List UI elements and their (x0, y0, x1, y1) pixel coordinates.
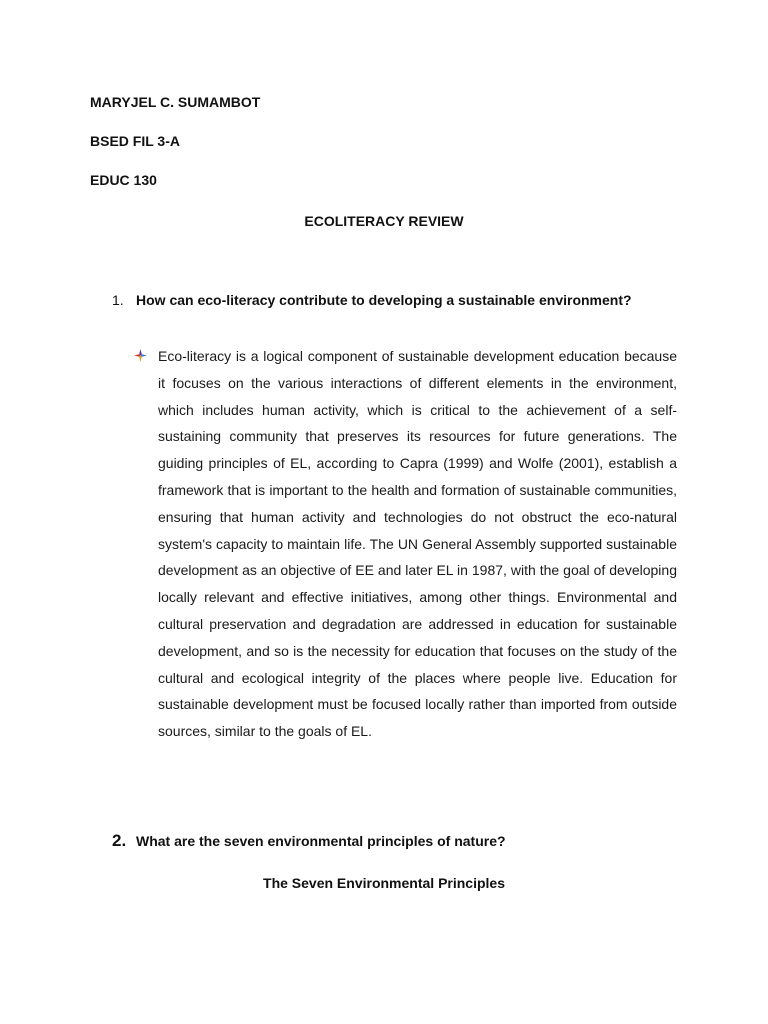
question-2-text: What are the seven environmental principles of nature? (136, 833, 506, 849)
student-name: MARYJEL C. SUMAMBOT (90, 94, 261, 110)
question-1-text: How can eco-literacy contribute to developing a sustainable environment? (136, 292, 632, 308)
question-2-number: 2. (112, 831, 127, 850)
document-title: ECOLITERACY REVIEW (304, 213, 464, 229)
question-1-number: 1. (112, 292, 124, 308)
four-point-star-bullet-icon (134, 349, 147, 362)
course-section: BSED FIL 3-A (90, 133, 180, 149)
question-1 (112, 291, 692, 309)
question-1-answer: Eco-literacy is a logical component of sustainable development education because it focuses on the various interactions of different elements in the environment, which includes human activity, which is critical to the achievement of a self-sustaining community that preserves its resources for future generations. The guiding principles of EL, according to Capra (1999) and Wolfe (2001), establish a framework that is important to the health and formation of sustainable communities, ensuring that human activity and technologies do not obstruct the eco-natural system's capacity to maintain life. The UN General Assembly supported sustainable development as an objective of EE and later EL in 1987, with the goal of developing locally relevant and effective initiatives, among other things. Environmental and cultural preservation and degradation are addressed in education for sustainable development, and so is the necessity for education that focuses on the study of the cultural and ecological integrity of the places where people live. Education for sustainable development must be focused locally rather than imported from outside sources, similar to the goals of EL. (158, 348, 677, 740)
question-2 (112, 830, 712, 853)
course-code: EDUC 130 (90, 172, 157, 188)
section-subheading: The Seven Environmental Principles (263, 875, 505, 891)
